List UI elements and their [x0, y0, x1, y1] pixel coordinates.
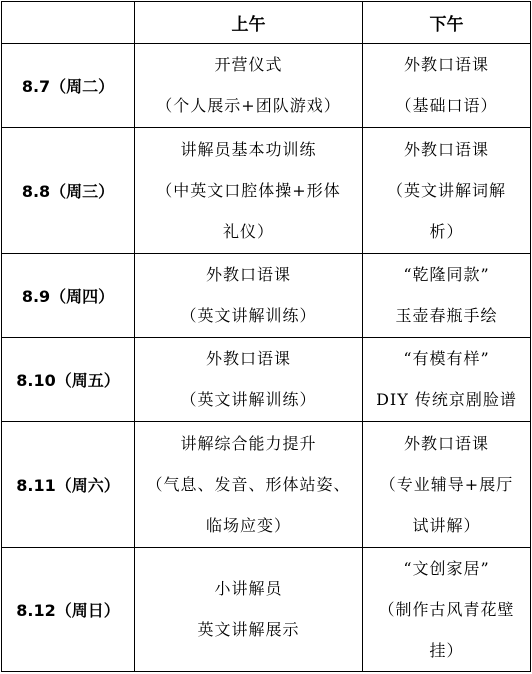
table-row	[2, 128, 531, 254]
activity-line: 试讲解）	[412, 515, 481, 535]
activity-line: 英文讲解展示	[197, 620, 300, 639]
day-cell	[2, 44, 135, 128]
activity-line: 挂）	[429, 640, 464, 660]
table-row	[2, 44, 531, 128]
weekday-label: （周二）	[50, 77, 115, 96]
activity-line: 外教口语课	[403, 55, 489, 74]
schedule-table	[1, 1, 531, 672]
afternoon-activity	[363, 548, 531, 672]
activity-line: 临场应变）	[205, 515, 291, 535]
morning-activity	[135, 254, 363, 338]
header-blank-cell	[2, 2, 135, 44]
activity-line: “乾隆同款”	[403, 265, 490, 284]
activity-line: 外教口语课	[205, 265, 291, 284]
activity-line: “文创家居”	[403, 558, 490, 578]
activity-line: （基础口语）	[395, 96, 498, 115]
morning-activity	[135, 338, 363, 422]
date-label: 8.10	[16, 371, 56, 390]
activity-line: 开营仪式	[214, 55, 283, 74]
weekday-label: （周四）	[50, 287, 115, 306]
activity-line: 外教口语课	[205, 349, 291, 368]
activity-line: 外教口语课	[403, 433, 489, 453]
activity-line: （英文讲解训练）	[180, 390, 317, 409]
afternoon-activity	[363, 254, 531, 338]
weekday-label: （周五）	[55, 371, 120, 390]
morning-activity	[135, 44, 363, 128]
activity-line: 礼仪）	[222, 221, 274, 241]
activity-line: 讲解综合能力提升	[180, 433, 317, 453]
day-cell	[2, 422, 135, 548]
activity-line: DIY 传统京剧脸谱	[376, 390, 517, 409]
header-afternoon: 下午	[363, 2, 531, 44]
weekday-label: （周三）	[50, 182, 115, 201]
morning-activity	[135, 128, 363, 254]
activity-line: 小讲解员	[214, 579, 283, 598]
date-label: 8.8	[21, 182, 51, 201]
activity-line: （英文讲解训练）	[180, 306, 317, 325]
header-morning: 上午	[135, 2, 363, 44]
afternoon-activity	[363, 128, 531, 254]
weekday-label: （周六）	[55, 476, 120, 495]
date-label: 8.12	[16, 601, 56, 620]
activity-line: （中英文口腔体操+形体	[156, 180, 341, 200]
table-row	[2, 338, 531, 422]
day-cell	[2, 338, 135, 422]
table-row	[2, 422, 531, 548]
activity-line: （个人展示+团队游戏）	[156, 96, 341, 115]
activity-line: 外教口语课	[403, 139, 489, 159]
page-edge-mark	[248, 671, 282, 672]
afternoon-activity	[363, 422, 531, 548]
activity-line: “有模有样”	[403, 349, 490, 368]
table-row	[2, 254, 531, 338]
morning-activity	[135, 422, 363, 548]
activity-line: （制作古风青花壁	[378, 599, 515, 619]
activity-line: （专业辅导+展厅	[379, 474, 514, 494]
day-cell	[2, 548, 135, 672]
morning-activity	[135, 548, 363, 672]
activity-line: （英文讲解词解	[386, 180, 506, 200]
day-cell	[2, 254, 135, 338]
afternoon-activity	[363, 338, 531, 422]
table-row	[2, 548, 531, 672]
day-cell	[2, 128, 135, 254]
activity-line: （气息、发音、形体站姿、	[146, 474, 351, 494]
date-label: 8.11	[16, 476, 56, 495]
weekday-label: （周日）	[55, 601, 120, 620]
activity-line: 讲解员基本功训练	[180, 139, 317, 159]
date-label: 8.9	[21, 287, 51, 306]
activity-line: 玉壶春瓶手绘	[395, 306, 498, 325]
afternoon-activity	[363, 44, 531, 128]
activity-line: 析）	[429, 221, 464, 241]
header-row	[2, 2, 531, 44]
date-label: 8.7	[21, 77, 51, 96]
